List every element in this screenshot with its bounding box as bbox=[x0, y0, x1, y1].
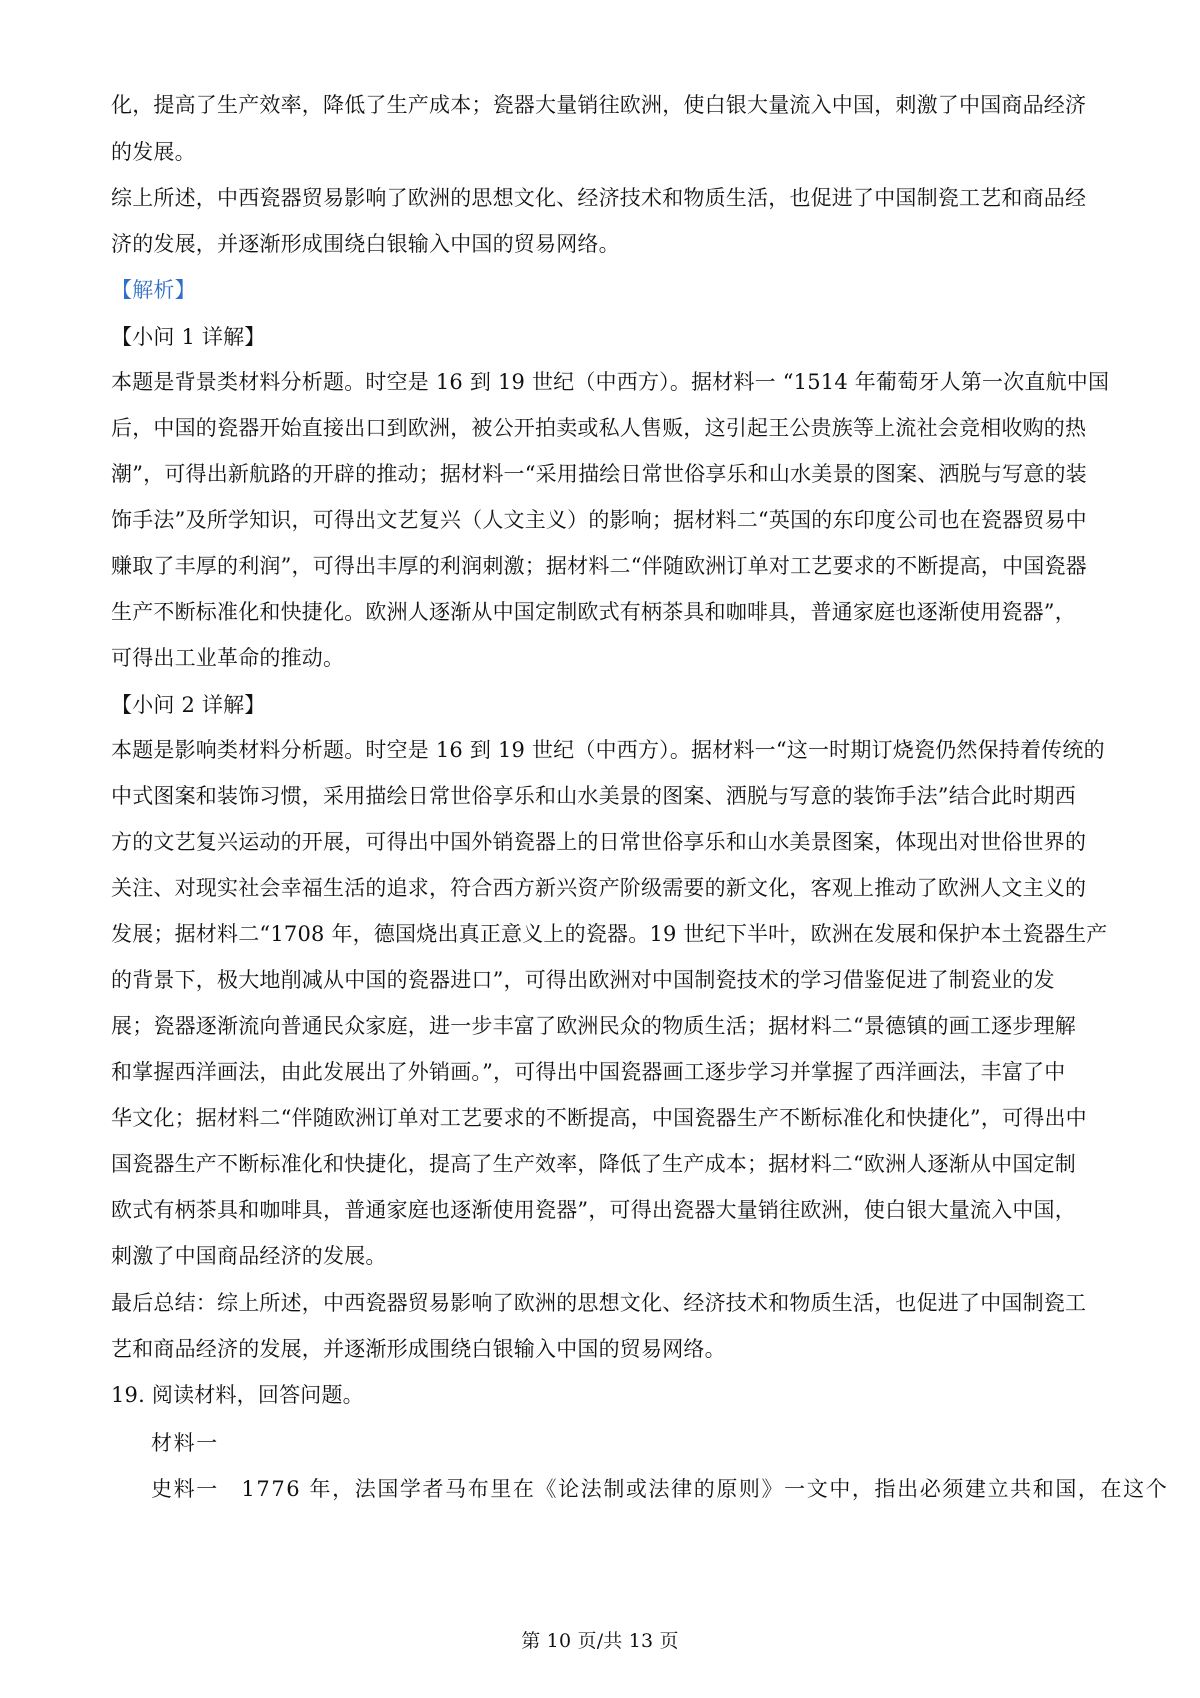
body-line: 国瓷器生产不断标准化和快捷化，提高了生产效率，降低了生产成本；据材料二“欧洲人逐渐从中国定制 bbox=[111, 1152, 1076, 1176]
body-line: 济的发展，并逐渐形成围绕白银输入中国的贸易网络。 bbox=[111, 232, 620, 256]
body-line: 展；瓷器逐渐流向普通民众家庭，进一步丰富了欧洲民众的物质生活；据材料二“景德镇的画工逐步理解 bbox=[111, 1014, 1076, 1038]
source-line: 史料一 1776 年，法国学者马布里在《论法制或法律的原则》一文中，指出必须建立共和国，在这个 bbox=[151, 1477, 1169, 1501]
body-line: 方的文艺复兴运动的开展，可得出中国外销瓷器上的日常世俗享乐和山水美景图案，体现出对世俗世界的 bbox=[111, 830, 1087, 854]
body-line: 中式图案和装饰习惯，采用描绘日常世俗享乐和山水美景的图案、洒脱与写意的装饰手法”结合此时期西 bbox=[111, 784, 1076, 808]
body-line: 饰手法”及所学知识，可得出文艺复兴（人文主义）的影响；据材料二“英国的东印度公司也在瓷器贸易中 bbox=[111, 508, 1087, 532]
body-line: 的发展。 bbox=[111, 140, 196, 164]
question-19-title: 19. 阅读材料，回答问题。 bbox=[111, 1383, 364, 1407]
body-line: 最后总结：综上所述，中西瓷器贸易影响了欧洲的思想文化、经济技术和物质生活，也促进了中国制瓷工 bbox=[111, 1291, 1087, 1315]
body-line: 刺激了中国商品经济的发展。 bbox=[111, 1244, 387, 1268]
body-line: 华文化；据材料二“伴随欧洲订单对工艺要求的不断提高，中国瓷器生产不断标准化和快捷化”，可得出中 bbox=[111, 1106, 1087, 1130]
body-line: 艺和商品经济的发展，并逐渐形成围绕白银输入中国的贸易网络。 bbox=[111, 1337, 726, 1361]
body-line: 欧式有柄茶具和咖啡具，普通家庭也逐渐使用瓷器”，可得出瓷器大量销往欧洲，使白银大量流入中国， bbox=[111, 1198, 1076, 1222]
body-line: 发展；据材料二“1708 年，德国烧出真正意义上的瓷器。19 世纪下半叶，欧洲在发展和保护本土瓷器生产 bbox=[111, 922, 1108, 946]
subquestion-2-heading: 【小问 2 详解】 bbox=[111, 693, 266, 717]
body-line: 关注、对现实社会幸福生活的追求，符合西方新兴资产阶级需要的新文化，客观上推动了欧洲人文主义的 bbox=[111, 876, 1087, 900]
body-line: 本题是影响类材料分析题。时空是 16 到 19 世纪（中西方）。据材料一“这一时期订烧瓷仍然保持着传统的 bbox=[111, 738, 1105, 762]
body-line: 潮”，可得出新航路的开辟的推动；据材料一“采用描绘日常世俗享乐和山水美景的图案、洒脱与写意的装 bbox=[111, 462, 1087, 486]
body-line: 生产不断标准化和快捷化。欧洲人逐渐从中国定制欧式有柄茶具和咖啡具，普通家庭也逐渐使用瓷器”， bbox=[111, 600, 1076, 624]
body-line: 和掌握西洋画法，由此发展出了外销画。”，可得出中国瓷器画工逐步学习并掌握了西洋画法，丰富了中 bbox=[111, 1060, 1066, 1084]
body-line: 化，提高了生产效率，降低了生产成本；瓷器大量销往欧洲，使白银大量流入中国，刺激了中国商品经济 bbox=[111, 93, 1087, 117]
page-number-footer: 第 10 页/共 13 页 bbox=[521, 1630, 679, 1652]
body-line: 可得出工业革命的推动。 bbox=[111, 646, 345, 670]
body-line: 后，中国的瓷器开始直接出口到欧洲，被公开拍卖或私人售贩，这引起王公贵族等上流社会竞相收购的热 bbox=[111, 416, 1087, 440]
subquestion-1-heading: 【小问 1 详解】 bbox=[111, 325, 266, 349]
material-one-label: 材料一 bbox=[151, 1431, 219, 1455]
body-line: 本题是背景类材料分析题。时空是 16 到 19 世纪（中西方）。据材料一 “1514 年葡萄牙人第一次直航中国 bbox=[111, 370, 1110, 394]
body-line: 的背景下，极大地削减从中国的瓷器进口”，可得出欧洲对中国制瓷技术的学习借鉴促进了制瓷业的发 bbox=[111, 968, 1055, 992]
body-line: 赚取了丰厚的利润”，可得出丰厚的利润刺激；据材料二“伴随欧洲订单对工艺要求的不断提高，中国瓷器 bbox=[111, 554, 1087, 578]
analysis-heading: 【解析】 bbox=[111, 278, 196, 302]
body-line: 综上所述，中西瓷器贸易影响了欧洲的思想文化、经济技术和物质生活，也促进了中国制瓷工艺和商品经 bbox=[111, 186, 1087, 210]
